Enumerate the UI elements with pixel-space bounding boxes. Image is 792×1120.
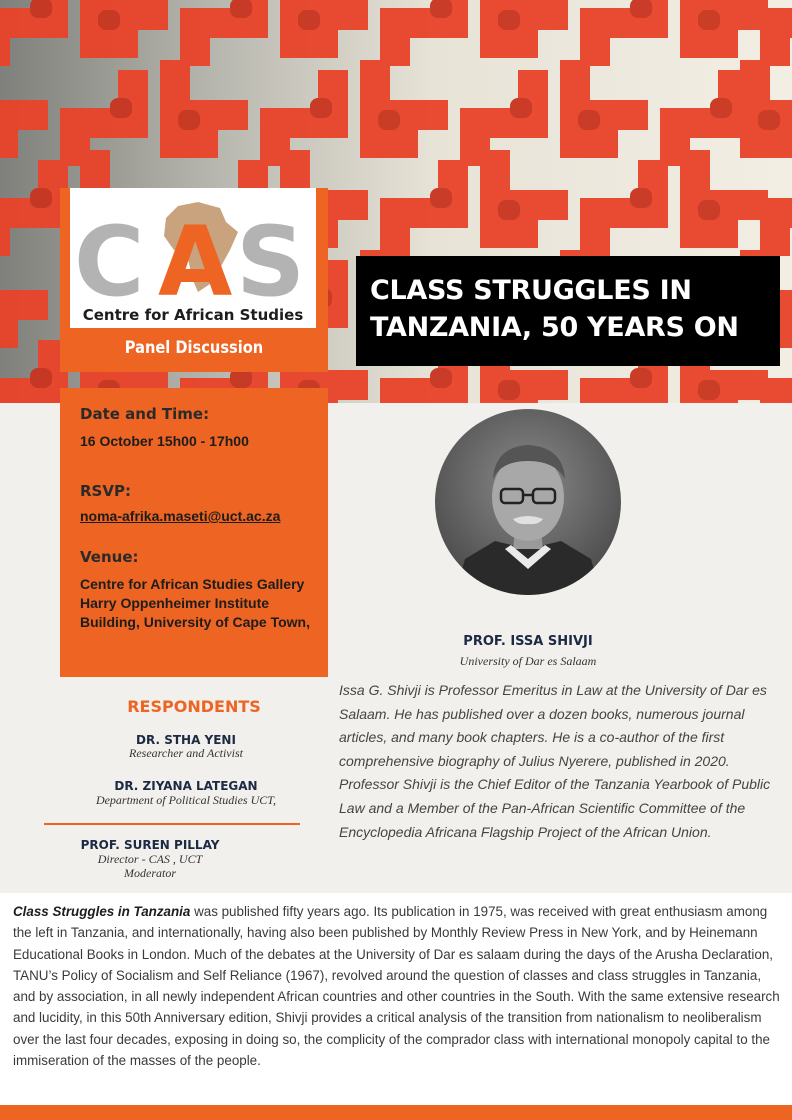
- respondents-divider: [44, 823, 300, 825]
- respondent-role: Researcher and Activist: [129, 746, 243, 760]
- respondents-heading: RESPONDENTS: [127, 697, 261, 716]
- moderator-role-line: Director - CAS , UCT: [97, 852, 203, 866]
- venue-line: Building, University of Cape Town,: [80, 614, 310, 630]
- book-title: Class Struggles in Tanzania: [13, 904, 191, 919]
- svg-text:A: A: [158, 206, 233, 318]
- event-title-line-2: TANZANIA, 50 YEARS ON: [370, 312, 739, 343]
- speaker-bio: Issa G. Shivji is Professor Emeritus in Law at the University of Dar es Salaam. He has published over a dozen books, numerous journal articles, and many book chapters. He is a co-author of the first comprehensive biography of Julius Nyerere, published in 2020. Professor Shivji is the Chief Editor of the Tanzania Yearbook of Public Law and a Member of the Pan-African Scientific Committee of the Encyclopedia Africana Flagship Project of the African Union.: [339, 682, 771, 840]
- speaker-photo: [435, 409, 621, 595]
- venue-value: [80, 575, 330, 632]
- hero-banner: [0, 0, 792, 403]
- svg-text:C: C: [74, 206, 145, 318]
- venue-label: Venue:: [80, 548, 139, 566]
- logo-panel: [60, 188, 328, 372]
- book-description-text: was published fifty years ago. Its publication in 1975, was received with great enthusiasm among the left in Tanzania, and internationally, having also been published by Monthly Review Press in New York, and by Heinemann Educational Books in London. Much of the debates at the University of Dar es salaam during the days of the Arusha Declaration, TANU’s Policy of Socialism and Self Reliance (1967), revolved around the question of classes and class struggles in Tanzania, and by association, in all newly independent African countries and other countries in the South. With the same extensive research and lucidity, in this 50th Anniversary edition, Shivji provides a critical analysis of the transition from nationalism to neoliberalism over the last four decades, exposing in doing so, the complicity of the comprador class with international monopoly capital to the immiseration of the masses of the people.: [13, 904, 780, 1069]
- venue-line: Harry Oppenheimer Institute: [80, 595, 270, 611]
- book-description: [13, 901, 783, 1071]
- svg-text:S: S: [236, 206, 306, 318]
- moderator-block: [60, 838, 240, 880]
- rsvp-email-link[interactable]: noma-afrika.maseti@uct.ac.za: [80, 508, 281, 524]
- respondent-name: DR. ZIYANA LATEGAN: [114, 779, 258, 793]
- event-details-panel: [60, 388, 328, 677]
- moderator-role: [60, 852, 240, 880]
- moderator-role-line: Moderator: [124, 866, 176, 880]
- date-label: Date and Time:: [80, 405, 210, 423]
- venue-line: Centre for African Studies Gallery: [80, 576, 305, 592]
- speaker-name: PROF. ISSA SHIVJI: [463, 634, 593, 649]
- event-title-box: [356, 256, 780, 366]
- event-type-label: Panel Discussion: [124, 338, 264, 358]
- footer-bar: [0, 1105, 792, 1120]
- respondent-name: DR. STHA YENI: [136, 733, 236, 747]
- date-value: 16 October 15h00 - 17h00: [80, 433, 249, 449]
- moderator-name: PROF. SUREN PILLAY: [80, 838, 220, 852]
- event-title-line-1: CLASS STRUGGLES IN: [370, 275, 692, 306]
- rsvp-label: RSVP:: [80, 482, 131, 500]
- organization-name: Centre for African Studies: [82, 306, 304, 324]
- event-title: [370, 272, 774, 346]
- cas-logo: [70, 188, 316, 328]
- speaker-affiliation: University of Dar es Salaam: [459, 654, 597, 668]
- respondent-role: Department of Political Studies UCT,: [95, 793, 277, 807]
- speaker-portrait-image: [435, 409, 621, 595]
